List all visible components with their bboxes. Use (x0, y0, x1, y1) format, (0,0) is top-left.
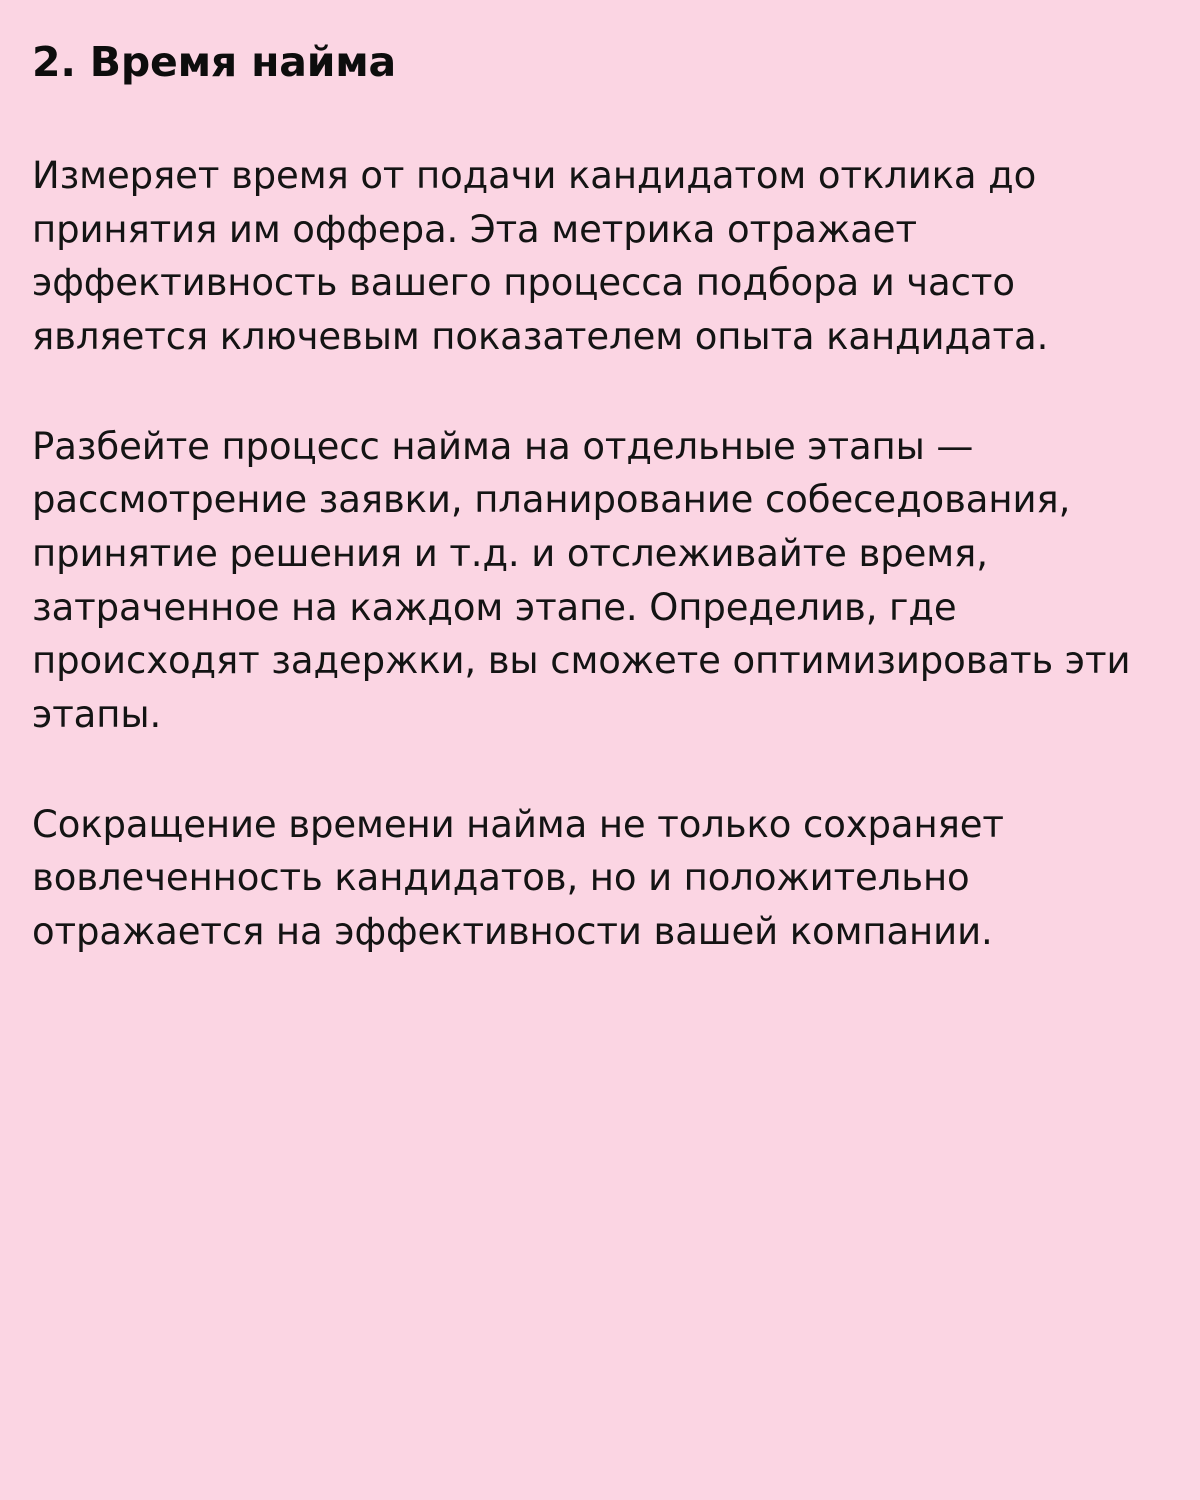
page-title: 2. Время найма (32, 38, 396, 86)
paragraph-3: Сокращение времени найма не только сохраняет вовлеченность кандидатов, но и положительно отражается на эффективности вашей компании. (32, 802, 1004, 953)
paragraph-2: Разбейте процесс найма на отдельные этапы — рассмотрение заявки, планирование собеседования, принятие решения и т.д. и отслеживайте время, затраченное на каждом этапе. Определив, где происходят задержки, вы сможете оптимизировать эти этапы. (32, 424, 1131, 736)
paragraph-1: Измеряет время от подачи кандидатом отклика до принятия им оффера. Эта метрика отражает эффективность вашего процесса подбора и часто является ключевым показателем опыта кандидата. (32, 154, 1049, 359)
